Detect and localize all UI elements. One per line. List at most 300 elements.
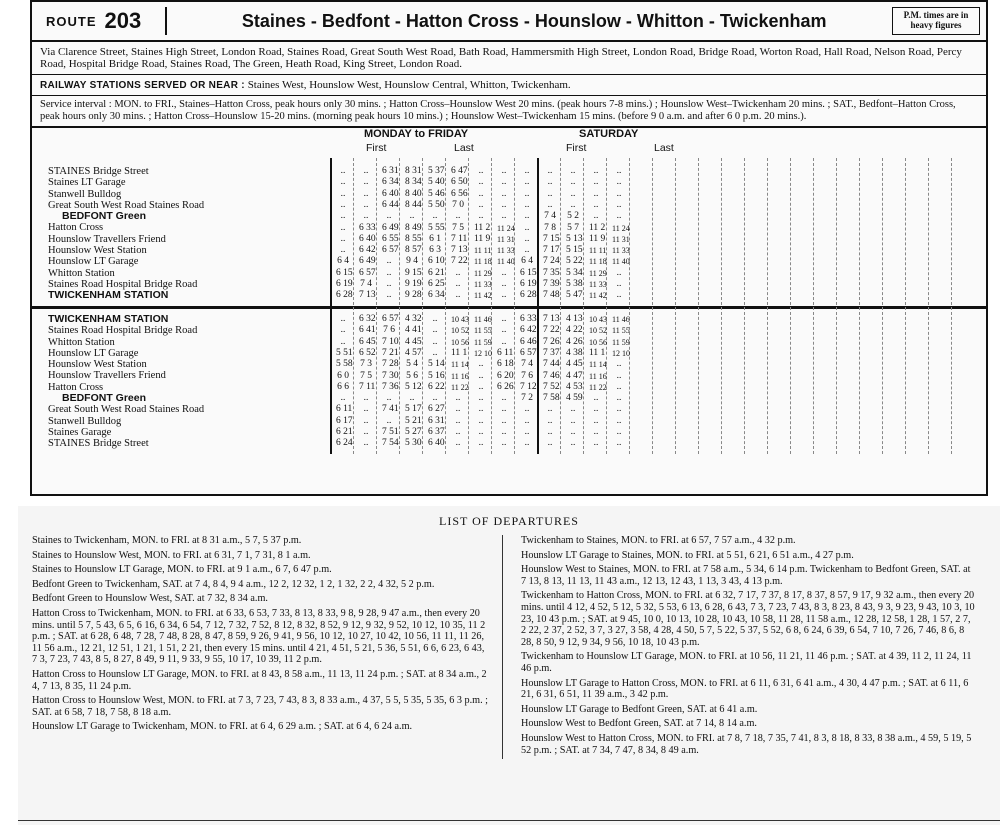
time-cell: 11 40: [612, 257, 630, 267]
time-cell: 11 46: [612, 315, 630, 324]
time-cell: ..: [455, 415, 461, 426]
time-cell: 6 11: [497, 347, 514, 358]
stop-name: Hounslow West Station: [48, 359, 147, 371]
departure-entry: Staines to Hounslow LT Garage, MON. to FRI. at 9 1 a.m., 6 7, 6 47 p.m.: [32, 564, 332, 576]
time-cell: ..: [363, 404, 369, 415]
time-cell: 5 13: [566, 233, 583, 244]
time-cell: ..: [616, 177, 622, 188]
time-cell: ..: [363, 166, 369, 176]
time-cell: ..: [524, 415, 530, 426]
time-cell: ..: [593, 177, 599, 188]
time-cell: 11 22: [589, 382, 607, 392]
time-cell: 6 28: [336, 290, 353, 301]
time-cell: 7 21: [382, 347, 399, 358]
time-cell: ..: [570, 166, 576, 176]
time-cell: ..: [432, 347, 438, 358]
time-cell: 6 19: [336, 279, 353, 289]
via-route-text: Via Clarence Street, Staines High Street, London Road, Staines Road, Great South West Road, Bath Road, Hammersmith High Street, London Road, Bridge Road, Worton Road, Hall Road, Nelson Road, Percy Road, Hospital Bridge Road, Staines Road, The Green, Heath Road, King Street, London Road.: [32, 42, 986, 75]
time-cell: 11 18: [474, 257, 492, 267]
time-cell: ..: [478, 393, 484, 404]
time-cell: ..: [616, 359, 622, 370]
time-cell: 8 49: [405, 222, 422, 233]
bottom-rule: [18, 820, 1000, 821]
time-cell: ..: [616, 267, 622, 278]
departure-entry: Staines to Twickenham, MON. to FRI. at 8 31 a.m., 5 7, 5 37 p.m.: [32, 535, 302, 546]
saturday-last-label: Last: [654, 142, 674, 154]
time-cell: ..: [501, 211, 507, 222]
time-cell: 6 1: [429, 233, 441, 244]
time-cell: 7 5: [360, 370, 372, 381]
time-cell: ..: [340, 314, 346, 324]
route-number: 203: [104, 8, 142, 33]
stop-name: Staines Garage: [48, 426, 112, 438]
time-cell: 7 52: [543, 381, 560, 392]
time-cell: 7 13: [543, 314, 560, 324]
time-cell: 6 47: [451, 166, 468, 176]
time-cell: ..: [570, 188, 576, 199]
time-cell: 12 10: [612, 348, 630, 358]
time-cell: 6 32: [359, 314, 376, 324]
time-cell: ..: [340, 177, 346, 188]
time-cell: ..: [616, 427, 622, 437]
column-rule: [445, 158, 447, 454]
time-cell: 10 52: [451, 326, 469, 336]
column-rule: [721, 158, 723, 454]
time-cell: 7 4: [544, 211, 556, 222]
stop-name: STAINES Bridge Street: [48, 166, 149, 177]
time-cell: 7 11: [359, 381, 376, 392]
column-rule: [836, 158, 838, 454]
time-cell: ..: [547, 188, 553, 199]
time-cell: ..: [386, 267, 392, 278]
time-cell: 4 53: [566, 381, 583, 392]
time-cell: ..: [593, 438, 599, 449]
time-cell: 7 58: [543, 393, 560, 404]
time-cell: 7 22: [543, 325, 560, 336]
time-cell: 11 55: [612, 326, 630, 336]
time-cell: 11 40: [497, 257, 515, 267]
time-cell: ..: [455, 267, 461, 278]
time-cell: 5 51: [336, 347, 353, 358]
time-cell: 8 44: [405, 199, 422, 210]
time-cell: ..: [478, 359, 484, 370]
time-cell: 6 19: [520, 279, 537, 289]
stop-name: Hatton Cross: [48, 381, 104, 393]
time-cell: 6 31: [428, 415, 445, 426]
time-cell: 7 17: [543, 245, 560, 256]
time-cell: 11 55: [474, 326, 492, 336]
time-cell: 6 21: [336, 427, 353, 437]
time-cell: 7 15: [543, 233, 560, 244]
time-cell: 7 22: [451, 256, 468, 267]
time-cell: ..: [524, 427, 530, 437]
time-cell: 6 18: [497, 359, 514, 370]
time-cell: 5 58: [336, 359, 353, 370]
time-cell: ..: [501, 404, 507, 415]
time-cell: 5 15: [566, 245, 583, 256]
time-cell: 6 20: [497, 370, 514, 381]
time-cell: ..: [616, 199, 622, 210]
time-cell: 5 46: [428, 188, 445, 199]
time-cell: 4 45: [405, 336, 422, 347]
time-cell: 6 6: [337, 381, 349, 392]
time-cell: ..: [455, 404, 461, 415]
stop-name: TWICKENHAM STATION: [48, 314, 169, 325]
time-cell: 6 57: [359, 267, 376, 278]
time-cell: 9 28: [405, 290, 422, 301]
time-cell: 11 22: [451, 382, 469, 392]
time-cell: ..: [524, 222, 530, 233]
time-cell: 11 31: [612, 234, 630, 244]
time-cell: 7 37: [543, 347, 560, 358]
time-cell: 11 1: [451, 347, 468, 358]
time-cell: 5 21: [405, 415, 422, 426]
time-cell: ..: [455, 279, 461, 289]
time-cell: 11 46: [474, 315, 492, 324]
time-cell: ..: [501, 177, 507, 188]
time-cell: 11 33: [589, 280, 607, 289]
time-cell: 6 3: [429, 245, 441, 256]
time-cell: 4 45: [566, 359, 583, 370]
time-cell: 7 8: [544, 222, 556, 233]
time-cell: 7 4: [360, 279, 372, 289]
time-cell: ..: [616, 404, 622, 415]
time-cell: 7 24: [543, 256, 560, 267]
time-cell: 7 26: [543, 336, 560, 347]
time-cell: ..: [432, 325, 438, 336]
column-rule: [813, 158, 815, 454]
time-cell: 6 44: [382, 199, 399, 210]
time-cell: 11 11: [474, 246, 492, 256]
time-cell: 6 31: [382, 166, 399, 176]
time-cell: 6 37: [428, 427, 445, 437]
time-cell: ..: [501, 290, 507, 301]
time-cell: 6 42: [520, 325, 537, 336]
time-cell: 11 42: [474, 291, 492, 301]
time-cell: 6 40: [359, 233, 376, 244]
time-cell: ..: [524, 245, 530, 256]
time-cell: 5 6: [406, 370, 418, 381]
time-cell: ..: [501, 199, 507, 210]
time-cell: ..: [616, 188, 622, 199]
time-cell: 7 41: [382, 404, 399, 415]
time-cell: ..: [478, 381, 484, 392]
stop-name: Whitton Station: [48, 336, 115, 348]
column-rule: [767, 158, 769, 454]
time-cell: ..: [432, 393, 438, 404]
departures-right-column: [507, 535, 987, 759]
column-rule: [675, 158, 677, 454]
time-cell: 6 52: [359, 347, 376, 358]
time-cell: 5 40: [428, 177, 445, 188]
time-cell: 6 34: [382, 177, 399, 188]
stop-name: Staines LT Garage: [48, 177, 126, 189]
time-cell: 7 4: [521, 359, 533, 370]
time-cell: ..: [524, 404, 530, 415]
time-cell: 6 57: [382, 245, 399, 256]
header-divider: [165, 7, 167, 35]
time-cell: ..: [478, 415, 484, 426]
time-cell: 9 15: [405, 267, 422, 278]
railway-stations-label: RAILWAY STATIONS SERVED OR NEAR :: [40, 80, 245, 91]
time-cell: 6 56: [451, 188, 468, 199]
time-cell: ..: [501, 188, 507, 199]
departure-entry: Hounslow LT Garage to Twickenham, MON. to FRI. at 6 4, 6 29 a.m. ; SAT. at 6 4, 6 24 a.m.: [32, 721, 413, 733]
time-cell: 11 2: [474, 222, 491, 233]
pm-times-note: P.M. times are in heavy figures: [892, 7, 980, 35]
time-cell: 6 49: [359, 256, 376, 267]
time-cell: 6 15: [336, 267, 353, 278]
time-cell: ..: [593, 427, 599, 437]
column-rule: [399, 158, 401, 454]
time-cell: ..: [409, 393, 415, 404]
time-cell: 5 55: [428, 222, 445, 233]
departure-entry: Hatton Cross to Hounslow West, MON. to FRI. at 7 3, 7 23, 7 43, 8 3, 8 33 a.m., 4 37, 5 5, 5 35, 5 35, 6 3 p.m. ; SAT. at 6 58, 7 18, 7 58, 8 18 a.m.: [32, 695, 489, 718]
departure-entry: Hounslow LT Garage to Bedfont Green, SAT. at 6 41 a.m.: [521, 703, 758, 715]
departure-entry: Hounslow LT Garage to Staines, MON. to FRI. at 5 51, 6 21, 6 51 a.m., 4 27 p.m.: [521, 549, 854, 561]
time-cell: ..: [524, 199, 530, 210]
timetable-grid: [32, 128, 986, 454]
time-cell: 7 48: [543, 290, 560, 301]
time-cell: ..: [386, 415, 392, 426]
stop-name: BEDFONT Green: [62, 393, 147, 405]
time-cell: ..: [593, 404, 599, 415]
time-cell: ..: [547, 415, 553, 426]
time-cell: 4 32: [405, 314, 422, 324]
departures-column-divider: [502, 535, 503, 759]
route-header: [32, 2, 986, 42]
time-cell: 5 14: [428, 359, 445, 370]
time-cell: 6 21: [428, 267, 445, 278]
time-cell: 10 56: [589, 337, 607, 347]
time-cell: 5 27: [405, 427, 422, 437]
time-cell: 11 16: [451, 371, 469, 381]
departure-entry: Hounslow LT Garage to Hatton Cross, MON. to FRI. at 6 11, 6 31, 6 41 a.m., 4 30, 4 47 p.m. ; SAT. at 6 11, 6 21, 6 31, 6 51, 11 39 a.m., 3 42 p.m.: [521, 677, 969, 701]
time-cell: ..: [340, 199, 346, 210]
time-cell: ..: [570, 404, 576, 415]
time-cell: 11 1: [589, 347, 606, 358]
stop-name: Stanwell Bulldog: [48, 415, 122, 427]
times-grid: [324, 128, 980, 454]
time-cell: ..: [340, 233, 346, 244]
time-cell: 6 40: [428, 438, 445, 449]
time-cell: ..: [547, 177, 553, 188]
time-cell: ..: [547, 166, 553, 176]
column-rule: [606, 158, 608, 454]
time-cell: 6 34: [428, 290, 445, 301]
time-cell: ..: [524, 188, 530, 199]
stop-name: Staines Road Hospital Bridge Road: [48, 278, 198, 290]
column-rule: [859, 158, 861, 454]
time-cell: 6 11: [336, 404, 353, 415]
time-cell: 5 47: [566, 290, 583, 301]
time-cell: 6 15: [520, 267, 537, 278]
time-cell: 11 9: [589, 233, 606, 244]
timetable-panel: [30, 0, 988, 496]
time-cell: 6 4: [521, 256, 533, 267]
departure-entry: Twickenham to Staines, MON. to FRI. at 6 57, 7 57 a.m., 4 32 p.m.: [521, 535, 796, 546]
time-cell: ..: [547, 404, 553, 415]
time-cell: 8 31: [405, 166, 422, 176]
time-cell: ..: [616, 211, 622, 222]
time-cell: ..: [363, 393, 369, 404]
departure-entry: Twickenham to Hounslow LT Garage, MON. to FRI. at 10 56, 11 21, 11 46 p.m. ; SAT. at 4 39, 11 2, 11 24, 11 46 p.m.: [521, 651, 972, 674]
time-cell: 11 14: [451, 360, 469, 370]
time-cell: ..: [340, 222, 346, 233]
time-cell: 7 13: [451, 245, 468, 256]
time-cell: 7 51: [382, 427, 399, 437]
time-cell: ..: [363, 188, 369, 199]
time-cell: ..: [570, 199, 576, 210]
departure-entry: Bedfont Green to Hounslow West, SAT. at 7 32, 8 34 a.m.: [32, 593, 268, 605]
time-cell: 11 33: [497, 246, 515, 256]
time-cell: ..: [386, 393, 392, 404]
time-cell: ..: [501, 325, 507, 336]
time-cell: ..: [524, 438, 530, 449]
time-cell: 11 16: [589, 371, 607, 381]
time-cell: ..: [386, 211, 392, 222]
time-cell: ..: [478, 188, 484, 199]
time-cell: ..: [593, 188, 599, 199]
time-cell: 6 22: [428, 381, 445, 392]
time-cell: ..: [501, 415, 507, 426]
saturday-first-label: First: [566, 142, 587, 154]
departures-title: LIST OF DEPARTURES: [439, 514, 579, 528]
column-rule: [744, 158, 746, 454]
time-cell: 7 3: [360, 359, 372, 370]
time-cell: 5 4: [406, 359, 418, 370]
time-cell: 5 34: [566, 267, 583, 278]
saturday-heading: SATURDAY: [579, 128, 639, 140]
time-cell: 7 39: [543, 279, 560, 289]
time-cell: ..: [386, 290, 392, 301]
column-rule: [951, 158, 953, 454]
time-cell: ..: [616, 415, 622, 426]
time-cell: 5 50: [428, 199, 445, 210]
time-cell: ..: [501, 336, 507, 347]
time-cell: 7 6: [521, 370, 533, 381]
column-rule: [353, 158, 355, 454]
time-cell: 6 4: [337, 256, 349, 267]
time-cell: ..: [547, 427, 553, 437]
time-cell: ..: [616, 370, 622, 381]
time-cell: 7 13: [359, 290, 376, 301]
time-cell: ..: [593, 166, 599, 176]
time-cell: ..: [524, 166, 530, 176]
monfri-heading: MONDAY to FRIDAY: [364, 128, 469, 140]
time-cell: ..: [340, 336, 346, 347]
time-cell: ..: [616, 290, 622, 301]
time-cell: 11 24: [612, 223, 630, 233]
time-cell: ..: [432, 314, 438, 324]
time-cell: ..: [409, 211, 415, 222]
time-cell: 5 16: [428, 370, 445, 381]
column-rule: [882, 158, 884, 454]
time-cell: ..: [478, 404, 484, 415]
time-cell: 6 57: [520, 347, 537, 358]
time-cell: 6 57: [382, 314, 399, 324]
time-cell: 7 6: [383, 325, 395, 336]
time-cell: 5 22: [566, 256, 583, 267]
time-cell: ..: [593, 211, 599, 222]
time-cell: ..: [363, 199, 369, 210]
departure-entry: Hounslow West to Bedfont Green, SAT. at 7 14, 8 14 a.m.: [521, 718, 757, 730]
time-cell: 4 57: [405, 347, 422, 358]
railway-stations: [32, 75, 986, 96]
time-cell: 9 4: [406, 256, 418, 267]
time-cell: 11 2: [589, 222, 606, 233]
time-cell: ..: [547, 199, 553, 210]
time-cell: ..: [616, 381, 622, 392]
time-cell: 7 2: [521, 393, 533, 404]
time-cell: ..: [501, 393, 507, 404]
time-cell: ..: [432, 211, 438, 222]
time-cell: ..: [363, 177, 369, 188]
stop-name: Hounslow Travellers Friend: [48, 370, 166, 382]
time-cell: ..: [570, 177, 576, 188]
departure-entry: Staines to Hounslow West, MON. to FRI. at 6 31, 7 1, 7 31, 8 1 a.m.: [32, 549, 311, 561]
time-cell: ..: [616, 393, 622, 404]
time-cell: 7 11: [451, 233, 468, 244]
column-rule: [376, 158, 378, 454]
time-cell: 4 59: [566, 393, 583, 404]
time-cell: ..: [501, 166, 507, 176]
time-cell: 11 29: [474, 268, 492, 278]
column-rule: [583, 158, 585, 454]
time-cell: 6 26: [497, 381, 514, 392]
time-cell: 11 24: [497, 223, 515, 233]
stop-name: Hounslow West Station: [48, 245, 147, 257]
time-cell: 10 52: [589, 326, 607, 336]
time-cell: ..: [340, 166, 346, 176]
time-cell: ..: [501, 427, 507, 437]
time-cell: ..: [478, 438, 484, 449]
time-cell: 6 49: [382, 222, 399, 233]
time-cell: 7 54: [382, 438, 399, 449]
time-cell: 6 55: [382, 233, 399, 244]
time-cell: 7 30: [382, 370, 399, 381]
time-cell: 5 7: [567, 222, 579, 233]
stop-name: Hounslow LT Garage: [48, 347, 139, 359]
time-cell: ..: [363, 427, 369, 437]
time-cell: ..: [340, 325, 346, 336]
stop-name: Great South West Road Staines Road: [48, 404, 205, 416]
time-cell: ..: [340, 211, 346, 222]
stop-name: Great South West Road Staines Road: [48, 199, 205, 211]
departure-entry: Bedfont Green to Twickenham, SAT. at 7 4, 8 4, 9 4 a.m., 12 2, 12 32, 1 2, 1 32, 2 2, 4 32, 5 2 p.m.: [32, 578, 435, 590]
time-cell: 6 46: [520, 336, 537, 347]
stop-name: BEDFONT Green: [62, 211, 147, 223]
time-cell: ..: [363, 211, 369, 222]
departure-entry: Hatton Cross to Hounslow LT Garage, MON. to FRI. at 8 43, 8 58 a.m., 11 13, 11 24 p.m. ; SAT. at 8 34 a.m., 2 4, 7 13, 8 35, 11 24 p.m.: [32, 668, 487, 692]
time-cell: 11 18: [589, 257, 607, 267]
time-cell: ..: [340, 245, 346, 256]
time-cell: ..: [524, 177, 530, 188]
time-cell: 11 29: [589, 268, 607, 278]
time-cell: 7 28: [382, 359, 399, 370]
time-cell: ..: [501, 267, 507, 278]
service-interval: Service interval : MON. to FRI., Staines–Hatton Cross, peak hours only 30 mins. ; Hatton Cross–Hounslow West 20 mins. (peak hours 7-8 mins.) ; Hounslow West–Twickenham 20 mins. ; SAT., Bedfont–Hatton Cross, peak hours only 30 mins. ; Hatton Cross–Hounslow 15-20 mins. (morning peak hours 10 mins.) ; Hounslow West–Twickenham 15 mins. (before 9 0 a.m. and after 6 0 p.m. 20 mins.).: [32, 96, 986, 128]
time-cell: 6 45: [359, 336, 376, 347]
time-cell: 4 38: [566, 347, 583, 358]
time-cell: 7 12: [520, 381, 537, 392]
time-cell: 5 17: [405, 404, 422, 415]
time-cell: ..: [524, 211, 530, 222]
route-label: ROUTE: [46, 13, 97, 29]
time-cell: 7 10: [382, 336, 399, 347]
column-rule: [629, 158, 631, 454]
departure-entry: Hounslow West to Staines, MON. to FRI. at 7 58 a.m., 5 34, 6 14 p.m. Twickenham to Bedfont Green, SAT. at 7 13, 8 13, 11 13, 11 43 a.m., 12 13, 12 43, 1 13, 3 43, 4 13 p.m.: [521, 564, 971, 587]
